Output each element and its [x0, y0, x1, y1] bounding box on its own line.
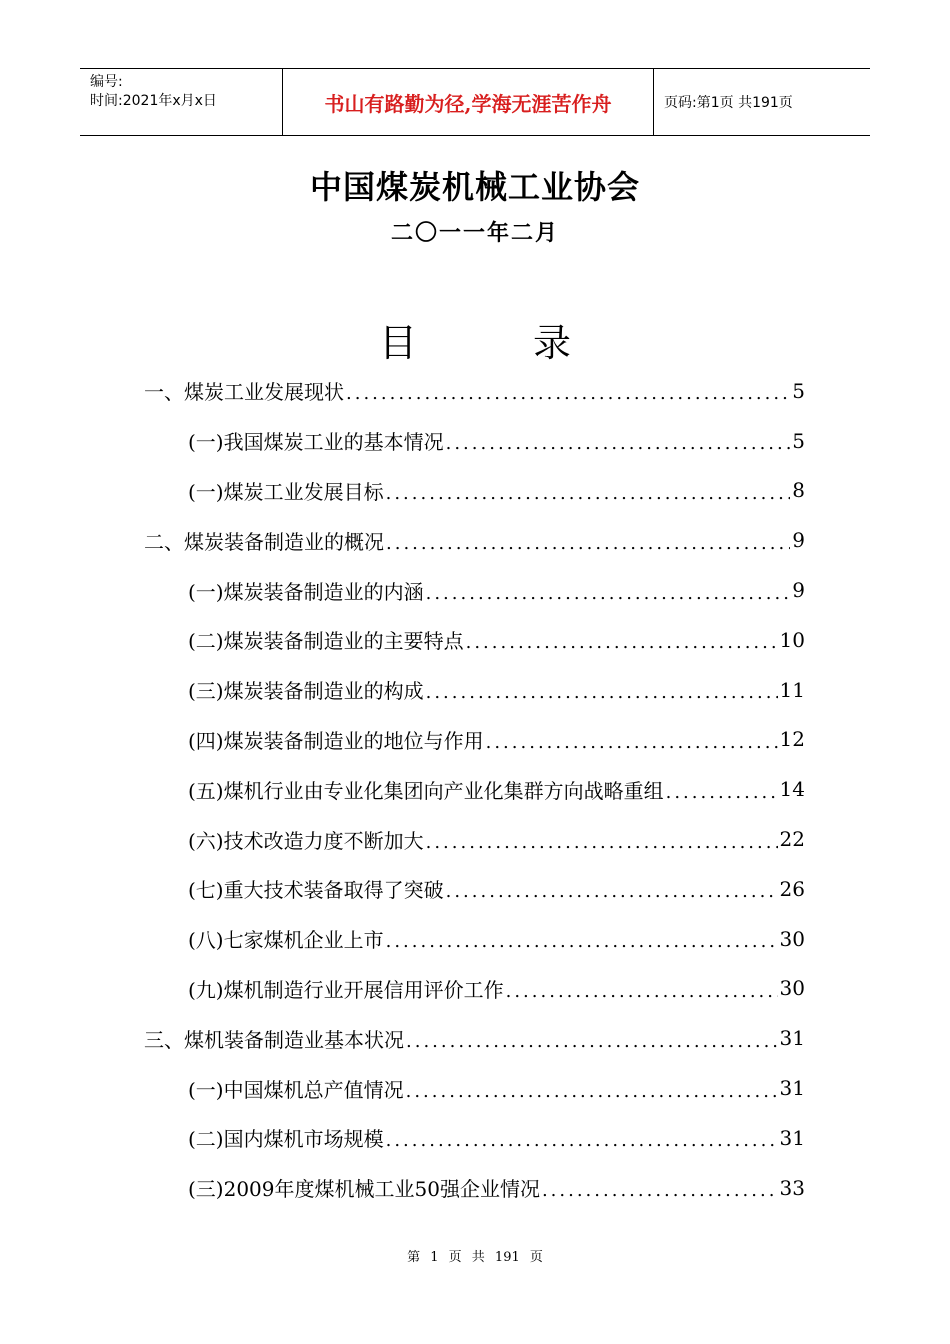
toc-title: 目 录 [378, 321, 624, 365]
toc-entry-page: 30 [779, 926, 805, 951]
toc-entry[interactable] [144, 864, 805, 914]
toc-entry[interactable] [144, 515, 805, 565]
toc-entry[interactable] [144, 1113, 805, 1163]
toc-leader-dots [446, 433, 791, 454]
toc-entry-text: (二)国内煤机市场规模 [188, 1127, 384, 1152]
toc-entry[interactable] [144, 914, 805, 964]
toc-entry[interactable] [144, 1013, 805, 1063]
toc-entry-text: (三)煤炭装备制造业的构成 [188, 679, 424, 704]
motto-text: 书山有路勤为径,学海无涯苦作舟 [324, 91, 612, 116]
toc-leader-dots [666, 782, 778, 803]
toc-entry[interactable] [144, 1163, 805, 1213]
toc-leader-dots [386, 533, 790, 554]
toc-leader-dots [446, 881, 778, 902]
toc-entry-page: 31 [779, 1125, 805, 1150]
toc-entry[interactable] [144, 366, 805, 416]
toc-entry[interactable] [144, 964, 805, 1014]
toc-leader-dots [486, 732, 778, 753]
document-date: 二〇一一年二月 [390, 220, 559, 246]
toc-leader-dots [346, 383, 790, 404]
toc-leader-dots [426, 832, 778, 853]
toc-entry-page: 31 [779, 1076, 805, 1101]
page-info-text: 页码:第1页 共191页 [664, 95, 793, 111]
toc-entry-page: 5 [792, 428, 805, 453]
toc-entry[interactable] [144, 565, 805, 615]
toc-entry-text: (四)煤炭装备制造业的地位与作用 [188, 728, 484, 753]
toc-entry[interactable] [144, 466, 805, 516]
toc-entry-page: 26 [779, 876, 805, 901]
toc-entry-page: 12 [779, 727, 805, 752]
toc-entry-page: 9 [792, 528, 805, 553]
toc-entry[interactable] [144, 1063, 805, 1113]
toc-entry-page: 8 [792, 478, 805, 503]
time-label: 时间:2021年x月x日 [90, 93, 217, 109]
toc-entry-text: (九)煤机制造行业开展信用评价工作 [188, 977, 504, 1002]
toc-leader-dots [406, 1031, 778, 1052]
toc-leader-dots [406, 1081, 778, 1102]
toc-entry-text: 一、煤炭工业发展现状 [144, 380, 344, 405]
toc-entry-text: (七)重大技术装备取得了突破 [188, 878, 444, 903]
table-of-contents [144, 366, 805, 1213]
toc-leader-dots [542, 1180, 778, 1201]
toc-leader-dots [426, 583, 791, 604]
toc-entry-page: 5 [792, 378, 805, 403]
toc-leader-dots [386, 483, 791, 504]
toc-entry-text: (一)煤炭工业发展目标 [188, 479, 384, 504]
header-table [80, 68, 870, 136]
toc-entry-text: (二)煤炭装备制造业的主要特点 [188, 629, 464, 654]
toc-entry-text: 三、煤机装备制造业基本状况 [144, 1027, 404, 1052]
toc-entry-page: 10 [779, 627, 805, 652]
header-meta-cell [80, 69, 282, 135]
toc-entry-page: 22 [779, 827, 805, 852]
page-footer: 第 1 页 共 191 页 [407, 1250, 543, 1265]
toc-leader-dots [506, 981, 778, 1002]
number-label: 编号: [90, 74, 123, 90]
motto-cell [282, 69, 654, 135]
toc-entry-text: (八)七家煤机企业上市 [188, 928, 384, 953]
toc-entry-text: (六)技术改造力度不断加大 [188, 828, 424, 853]
toc-entry-text: (一)我国煤炭工业的基本情况 [188, 430, 444, 455]
toc-entry-page: 14 [779, 777, 805, 802]
toc-leader-dots [426, 682, 778, 703]
toc-entry[interactable] [144, 615, 805, 665]
organization-title: 中国煤炭机械工业协会 [309, 168, 640, 206]
toc-entry[interactable] [144, 416, 805, 466]
toc-entry-text: 二、煤炭装备制造业的概况 [144, 529, 384, 554]
toc-entry-text: (一)中国煤机总产值情况 [188, 1077, 404, 1102]
toc-entry-text: (一)煤炭装备制造业的内涵 [188, 579, 424, 604]
toc-entry-page: 31 [779, 1026, 805, 1051]
toc-leader-dots [386, 931, 778, 952]
toc-entry[interactable] [144, 715, 805, 765]
toc-entry-page: 33 [779, 1175, 805, 1200]
toc-entry-page: 30 [779, 976, 805, 1001]
toc-leader-dots [466, 632, 778, 653]
toc-entry-text: (三)2009年度煤机械工业50强企业情况 [188, 1177, 540, 1202]
toc-entry-text: (五)煤机行业由专业化集团向产业化集群方向战略重组 [188, 778, 664, 803]
toc-leader-dots [386, 1130, 778, 1151]
toc-entry-page: 9 [792, 578, 805, 603]
toc-entry[interactable] [144, 764, 805, 814]
toc-entry[interactable] [144, 814, 805, 864]
toc-entry-page: 11 [779, 677, 805, 702]
page-info-cell [654, 69, 870, 135]
toc-entry[interactable] [144, 665, 805, 715]
